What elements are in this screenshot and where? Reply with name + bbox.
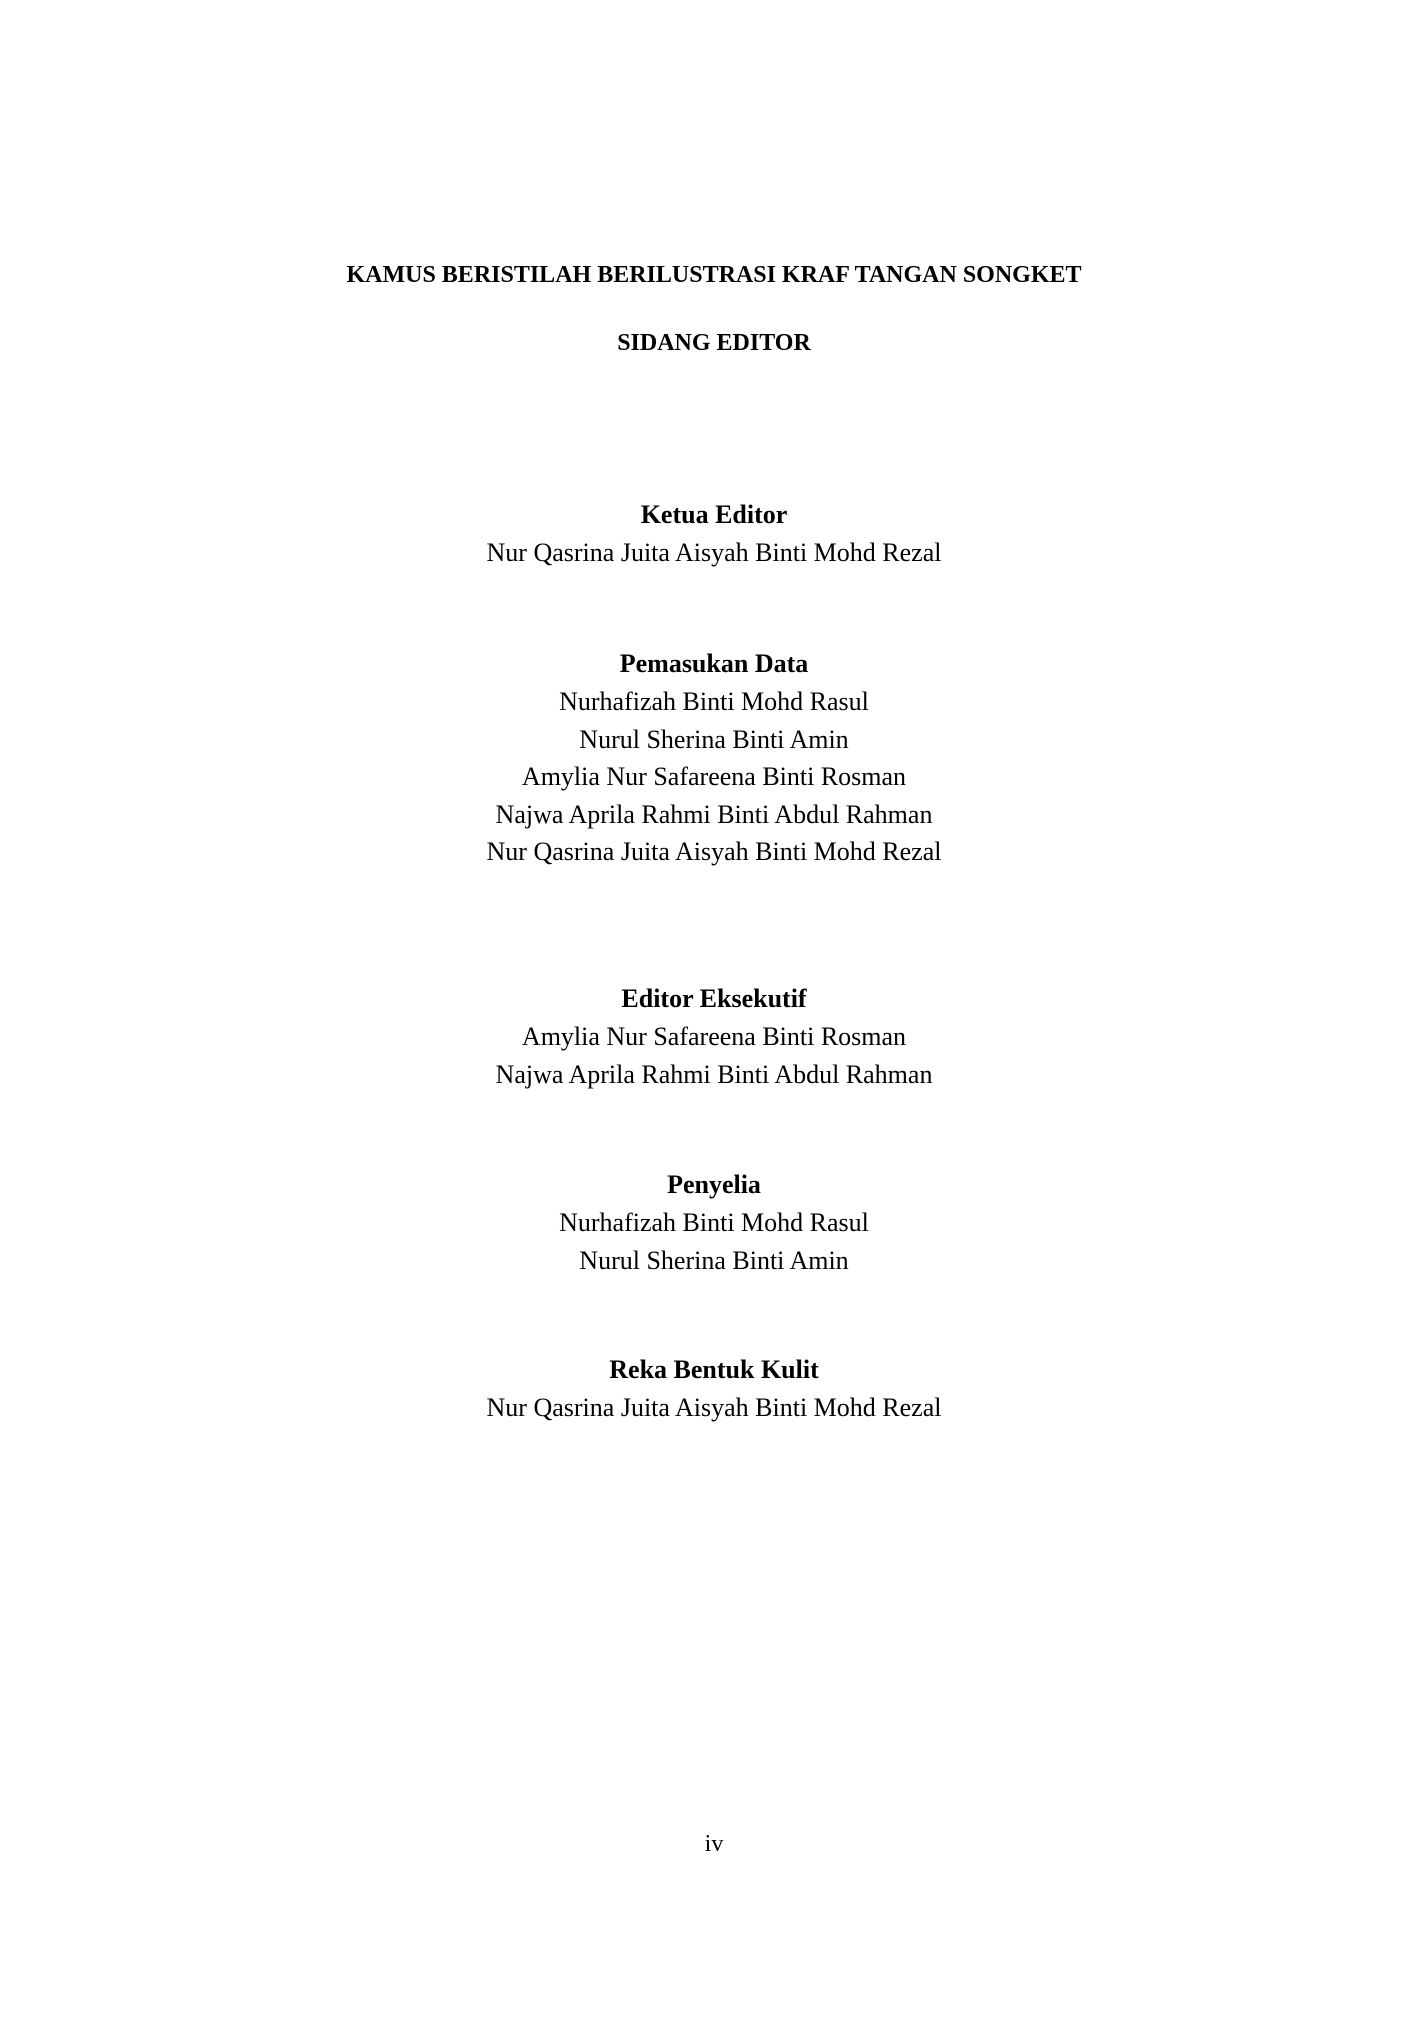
member-name: Amylia Nur Safareena Binti Rosman <box>521 1022 907 1051</box>
section-heading: Pemasukan Data <box>619 649 809 678</box>
document-subtitle: SIDANG EDITOR <box>617 330 811 356</box>
member-name: Nur Qasrina Juita Aisyah Binti Mohd Rezal <box>486 837 942 866</box>
section-heading: Ketua Editor <box>640 500 788 529</box>
member-list <box>0 683 1428 871</box>
section-editor-eksekutif <box>0 980 1428 1093</box>
member-list <box>0 1204 1428 1279</box>
member-list <box>0 1389 1428 1427</box>
member-name: Amylia Nur Safareena Binti Rosman <box>521 762 907 791</box>
section-heading: Editor Eksekutif <box>621 984 807 1013</box>
member-name: Nurul Sherina Binti Amin <box>579 1245 849 1275</box>
member-name: Nur Qasrina Juita Aisyah Binti Mohd Rezal <box>486 1393 942 1422</box>
member-name: Najwa Aprila Rahmi Binti Abdul Rahman <box>495 799 933 829</box>
member-name: Nur Qasrina Juita Aisyah Binti Mohd Rezal <box>486 538 942 567</box>
member-name: Nurhafizah Binti Mohd Rasul <box>559 1208 869 1237</box>
section-heading: Penyelia <box>667 1170 761 1199</box>
member-list <box>0 1018 1428 1093</box>
section-penyelia <box>0 1166 1428 1279</box>
member-list <box>0 534 1428 572</box>
member-name: Nurhafizah Binti Mohd Rasul <box>559 687 869 716</box>
section-reka-bentuk-kulit <box>0 1351 1428 1427</box>
member-name: Najwa Aprila Rahmi Binti Abdul Rahman <box>495 1059 933 1089</box>
document-title: KAMUS BERISTILAH BERILUSTRASI KRAF TANGAN SONGKET <box>346 262 1082 288</box>
section-heading: Reka Bentuk Kulit <box>609 1355 819 1384</box>
section-pemasukan-data <box>0 645 1428 871</box>
section-ketua-editor <box>0 496 1428 572</box>
member-name: Nurul Sherina Binti Amin <box>579 724 849 754</box>
page-number: iv <box>704 1831 724 1857</box>
